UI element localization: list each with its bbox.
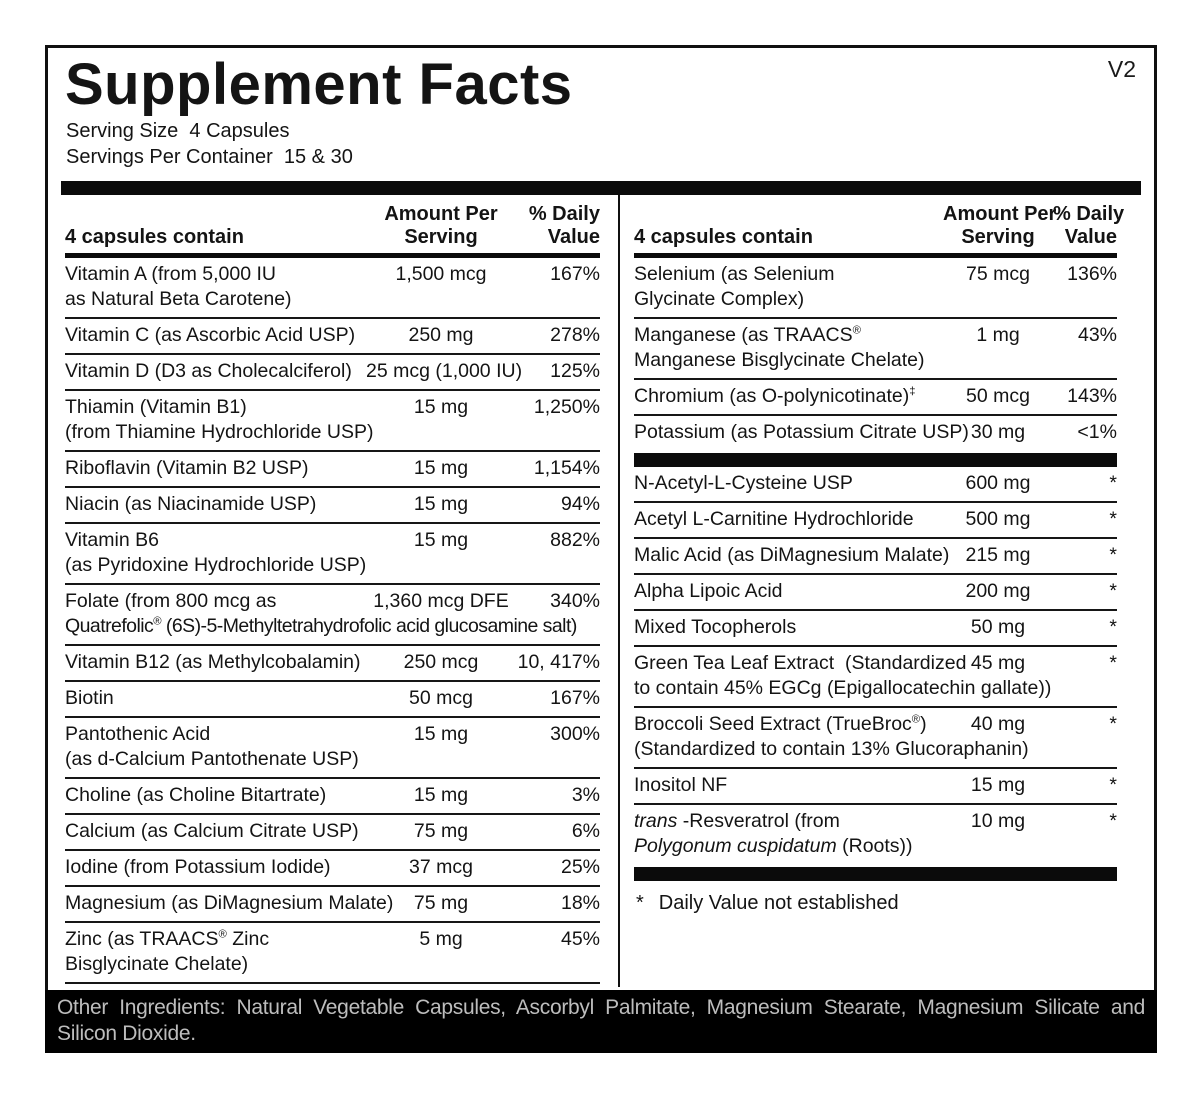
nutrient-row [634, 503, 1117, 539]
daily-value: 10, 417% [517, 651, 600, 673]
nutrient-row-line1 [65, 819, 600, 844]
other-ingredients-line1: Other Ingredients: Natural Vegetable Capsules, Ascorbyl Palmitate, Magnesium Stearate, Magnesium Silicate and [57, 996, 1145, 1019]
text-segment: Zinc [226, 928, 270, 950]
nutrient-name [634, 712, 943, 737]
text-segment: Iodine (from Potassium Iodide) [65, 856, 331, 878]
nutrient-name [634, 420, 969, 445]
text-segment: Thiamin (Vitamin B1) [65, 396, 247, 418]
amount-per-serving: 15 mg [413, 457, 469, 479]
amount-per-serving: 1 mg [976, 324, 1020, 346]
daily-value: 1,154% [533, 457, 600, 479]
daily-value: * [1109, 472, 1117, 494]
amount-per-serving: 75 mg [413, 820, 469, 842]
amount-per-serving: 15 mg [970, 774, 1026, 796]
superscript-mark: ® [218, 928, 227, 941]
nutrient-name [634, 384, 943, 409]
footnote-asterisk: * [636, 892, 644, 914]
nutrient-row-line1 [634, 712, 1117, 737]
text-segment: Polygonum cuspidatum [634, 835, 837, 857]
nutrient-name [634, 471, 943, 496]
text-segment: Choline (as Choline Bitartrate) [65, 784, 327, 806]
header-dv-line1: % Daily [528, 203, 600, 225]
amount-per-serving: 1,360 mcg DFE [373, 590, 509, 612]
nutrient-row-line1 [65, 650, 600, 675]
amount-per-serving: 600 mg [965, 472, 1031, 494]
daily-value: 882% [550, 529, 600, 551]
text-segment: Zinc (as TRAACS [65, 928, 219, 950]
nutrient-name [65, 589, 366, 614]
text-segment: (Standardized to contain 13% Glucoraphanin) [634, 738, 1029, 760]
nutrient-row-line1 [634, 615, 1117, 640]
header-dv-line1: % Daily [1053, 203, 1125, 225]
text-segment: Green Tea Leaf Extract (Standardized [634, 652, 967, 674]
nutrient-row [634, 319, 1117, 380]
nutrient-row [65, 815, 600, 851]
text-segment: Selenium (as Selenium [634, 263, 835, 285]
nutrient-row-line1 [65, 359, 600, 384]
nutrient-name-line2 [65, 553, 600, 578]
amount-per-serving: 15 mg [413, 723, 469, 745]
column-header [65, 195, 600, 253]
header-amount-label [943, 203, 1057, 249]
amount-per-serving: 250 mg [408, 324, 474, 346]
superscript-mark: ‡ [909, 385, 916, 398]
header-dv-line2: Value [547, 226, 600, 248]
daily-value: * [1109, 580, 1117, 602]
nutrient-name-line2 [634, 676, 1117, 701]
daily-value: 167% [550, 687, 600, 709]
serving-size-line: Serving Size 4 Capsules [66, 120, 290, 142]
nutrient-name [634, 615, 943, 640]
nutrient-row-line1 [65, 492, 600, 517]
header-amount-line1: Amount Per [384, 203, 498, 225]
nutrient-row-line1 [65, 891, 600, 916]
header-dv-label [516, 203, 600, 249]
text-segment: trans [634, 810, 683, 832]
amount-per-serving: 37 mcg [409, 856, 473, 878]
amount-per-serving: 40 mg [970, 713, 1026, 735]
nutrient-name [634, 507, 943, 532]
amount-per-serving: 5 mg [419, 928, 463, 950]
nutrient-name-line2 [634, 348, 1117, 373]
daily-value: 25% [560, 856, 600, 878]
daily-value: 340% [550, 590, 600, 612]
right-column [618, 195, 1141, 987]
text-segment: Manganese (as TRAACS [634, 324, 853, 346]
supplement-facts-panel [45, 45, 1157, 1053]
text-segment: Glycinate Complex) [634, 288, 805, 310]
nutrient-row-line1 [65, 589, 600, 614]
nutrient-row [65, 524, 600, 585]
nutrient-row-line1 [634, 384, 1117, 409]
header-contains-label: 4 capsules contain [634, 226, 813, 248]
daily-value: 45% [560, 928, 600, 950]
daily-value: 3% [571, 784, 600, 806]
daily-value: * [1109, 713, 1117, 735]
superscript-mark: ® [852, 324, 861, 337]
nutrient-name [65, 262, 366, 287]
nutrient-name [634, 651, 967, 676]
nutrient-name [65, 650, 366, 675]
nutrient-name-line2 [65, 952, 600, 977]
nutrient-row-line1 [65, 855, 600, 880]
daily-value: 94% [560, 493, 600, 515]
text-segment: (from Thiamine Hydrochloride USP) [65, 421, 374, 443]
daily-value: 278% [550, 324, 600, 346]
nutrient-row [65, 851, 600, 887]
nutrient-row-line1 [65, 323, 600, 348]
amount-per-serving: 15 mg [413, 493, 469, 515]
nutrient-row-line1 [65, 528, 600, 553]
nutrient-name [634, 579, 943, 604]
header-amount-line1: Amount Per [943, 203, 1057, 225]
nutrient-row [634, 467, 1117, 503]
nutrient-row-line1 [634, 543, 1117, 568]
nutrient-row [65, 585, 600, 646]
text-segment: -Resveratrol (from [682, 810, 840, 832]
nutrient-row [634, 380, 1117, 416]
text-segment: Chromium (as O-polynicotinate) [634, 385, 910, 407]
text-segment: (as d-Calcium Pantothenate USP) [65, 748, 359, 770]
text-segment: Niacin (as Niacinamide USP) [65, 493, 317, 515]
daily-value: 43% [1077, 324, 1117, 346]
text-segment: Vitamin B6 [65, 529, 159, 551]
text-segment: Vitamin C (as Ascorbic Acid USP) [65, 324, 356, 346]
daily-value: 300% [550, 723, 600, 745]
text-segment: Inositol NF [634, 774, 728, 796]
nutrient-name [65, 528, 366, 553]
amount-per-serving: 25 mcg (1,000 IU) [366, 360, 523, 382]
nutrient-name [65, 359, 366, 384]
daily-value: 167% [550, 263, 600, 285]
text-segment: Vitamin A (from 5,000 IU [65, 263, 276, 285]
text-segment: Manganese Bisglycinate Chelate) [634, 349, 925, 371]
amount-per-serving: 75 mg [413, 892, 469, 914]
nutrient-row [65, 319, 600, 355]
text-segment: Magnesium (as DiMagnesium Malate) [65, 892, 394, 914]
servings-per-container-line: Servings Per Container 15 & 30 [66, 146, 353, 168]
nutrient-row-line1 [65, 262, 600, 287]
superscript-mark: ® [911, 713, 921, 726]
nutrient-name [65, 722, 366, 747]
nutrient-name-line2 [634, 834, 1117, 859]
nutrient-name-line2 [65, 614, 600, 639]
amount-per-serving: 45 mg [970, 652, 1026, 674]
nutrient-row [65, 452, 600, 488]
nutrient-row-line1 [65, 927, 600, 952]
amount-per-serving: 1,500 mcg [395, 263, 487, 285]
nutrient-name [634, 323, 943, 348]
nutrient-name-line2 [634, 737, 1117, 762]
header-amount-line2: Serving [404, 226, 478, 248]
other-ingredients-bar [45, 990, 1157, 1053]
header-dv-label [1053, 203, 1125, 249]
amount-per-serving: 50 mg [970, 616, 1026, 638]
nutrient-row-line1 [634, 420, 1117, 445]
nutrient-name [65, 855, 366, 880]
nutrient-row-line1 [634, 773, 1117, 798]
daily-value: <1% [1077, 421, 1117, 443]
nutrient-row [65, 258, 600, 319]
text-segment: Broccoli Seed Extract (TrueBroc [634, 713, 912, 735]
nutrient-row [65, 488, 600, 524]
daily-value: 1,250% [533, 396, 600, 418]
amount-per-serving: 215 mg [965, 544, 1031, 566]
nutrient-row [65, 391, 600, 452]
daily-value: 136% [1067, 263, 1117, 285]
header-amount-label [366, 203, 516, 249]
nutrient-name [65, 686, 366, 711]
daily-value: * [1109, 616, 1117, 638]
text-segment: Calcium (as Calcium Citrate USP) [65, 820, 359, 842]
nutrient-row-line1 [634, 471, 1117, 496]
nutrient-row [65, 718, 600, 779]
text-segment: Vitamin B12 (as Methylcobalamin) [65, 651, 361, 673]
nutrient-columns [61, 195, 1141, 987]
nutrient-row-line1 [634, 323, 1117, 348]
daily-value: 18% [560, 892, 600, 914]
nutrient-row-line1 [65, 686, 600, 711]
amount-per-serving: 500 mg [965, 508, 1031, 530]
label-inner [48, 48, 1154, 987]
amount-per-serving: 15 mg [413, 784, 469, 806]
top-section-bar [61, 181, 1141, 195]
nutrient-name-line2 [65, 287, 600, 312]
amount-per-serving: 15 mg [413, 529, 469, 551]
superscript-mark: ® [153, 615, 162, 628]
amount-per-serving: 50 mcg [409, 687, 473, 709]
nutrient-row-line1 [65, 395, 600, 420]
nutrient-name [65, 927, 366, 952]
text-segment: (6S)-5-Methyltetrahydrofolic acid glucosamine salt) [161, 615, 577, 637]
text-segment: (as Pyridoxine Hydrochloride USP) [65, 554, 367, 576]
daily-value: * [1109, 508, 1117, 530]
nutrient-name [634, 773, 943, 798]
amount-per-serving: 10 mg [970, 810, 1026, 832]
daily-value: * [1109, 652, 1117, 674]
nutrient-name [65, 323, 366, 348]
text-segment: as Natural Beta Carotene) [65, 288, 292, 310]
daily-value: * [1109, 544, 1117, 566]
nutrient-row [65, 682, 600, 718]
daily-value: 6% [571, 820, 600, 842]
nutrient-row [65, 355, 600, 391]
text-segment: Alpha Lipoic Acid [634, 580, 783, 602]
nutrient-name [65, 492, 366, 517]
text-segment: Biotin [65, 687, 114, 709]
nutrient-row-line1 [634, 262, 1117, 287]
daily-value: 125% [550, 360, 600, 382]
nutrient-row-line1 [634, 809, 1117, 834]
nutrient-row [634, 611, 1117, 647]
nutrient-row-line1 [634, 579, 1117, 604]
amount-per-serving: 50 mcg [966, 385, 1030, 407]
amount-per-serving: 200 mg [965, 580, 1031, 602]
amount-per-serving: 15 mg [413, 396, 469, 418]
nutrient-row [634, 708, 1117, 769]
text-segment: to contain 45% EGCg (Epigallocatechin gallate)) [634, 677, 1052, 699]
text-segment: Riboflavin (Vitamin B2 USP) [65, 457, 309, 479]
header-dv-line2: Value [1064, 226, 1117, 248]
nutrient-name-line2 [634, 287, 1117, 312]
nutrient-name [65, 456, 366, 481]
nutrient-name-line2 [65, 747, 600, 772]
header-contains-label: 4 capsules contain [65, 226, 244, 248]
nutrient-name [65, 783, 366, 808]
column-header [634, 195, 1125, 253]
section-divider-bar [634, 453, 1117, 467]
nutrient-row-line1 [634, 651, 1117, 676]
nutrient-row [634, 575, 1117, 611]
nutrient-name [65, 819, 366, 844]
text-segment: Bisglycinate Chelate) [65, 953, 249, 975]
text-segment: Pantothenic Acid [65, 723, 211, 745]
nutrient-row [65, 923, 600, 984]
nutrient-row [65, 887, 600, 923]
nutrient-name [65, 891, 394, 916]
amount-per-serving: 250 mcg [403, 651, 479, 673]
text-segment: Potassium (as Potassium Citrate USP) [634, 421, 969, 443]
text-segment: ) [920, 713, 927, 735]
nutrient-row [65, 646, 600, 682]
nutrient-row [634, 539, 1117, 575]
text-segment: N-Acetyl-L-Cysteine USP [634, 472, 853, 494]
nutrient-row-line1 [65, 456, 600, 481]
dv-footnote [634, 881, 1117, 921]
text-segment: Mixed Tocopherols [634, 616, 797, 638]
text-segment: (Roots)) [836, 835, 913, 857]
text-segment: Folate (from 800 mcg as [65, 590, 277, 612]
nutrient-name-line2 [65, 420, 600, 445]
text-segment: Vitamin D (D3 as Cholecalciferol) [65, 360, 352, 382]
nutrient-row [634, 258, 1117, 319]
daily-value: * [1109, 774, 1117, 796]
version-tag: V2 [1107, 56, 1136, 82]
nutrient-row [634, 805, 1117, 864]
left-column [61, 195, 618, 987]
nutrient-row [634, 647, 1117, 708]
amount-per-serving: 30 mg [970, 421, 1026, 443]
text-segment: Acetyl L-Carnitine Hydrochloride [634, 508, 914, 530]
header-amount-line2: Serving [961, 226, 1035, 248]
nutrient-name [65, 395, 366, 420]
nutrient-row-line1 [65, 783, 600, 808]
other-ingredients-line2: Silicon Dioxide. [57, 1022, 196, 1045]
text-segment: Quatrefolic [65, 615, 154, 637]
daily-value: 143% [1067, 385, 1117, 407]
nutrient-row-line1 [634, 507, 1117, 532]
nutrient-row-line1 [65, 722, 600, 747]
nutrient-row [634, 769, 1117, 805]
nutrient-name [634, 809, 943, 834]
section-divider-bar [634, 867, 1117, 881]
nutrient-row [634, 416, 1117, 450]
page-title: Supplement Facts [65, 52, 573, 117]
nutrient-name [634, 262, 943, 287]
amount-per-serving: 75 mcg [966, 263, 1030, 285]
footnote-text: Daily Value not established [658, 892, 899, 914]
nutrient-name [634, 543, 950, 568]
daily-value: * [1109, 810, 1117, 832]
text-segment: Malic Acid (as DiMagnesium Malate) [634, 544, 950, 566]
nutrient-row [65, 779, 600, 815]
